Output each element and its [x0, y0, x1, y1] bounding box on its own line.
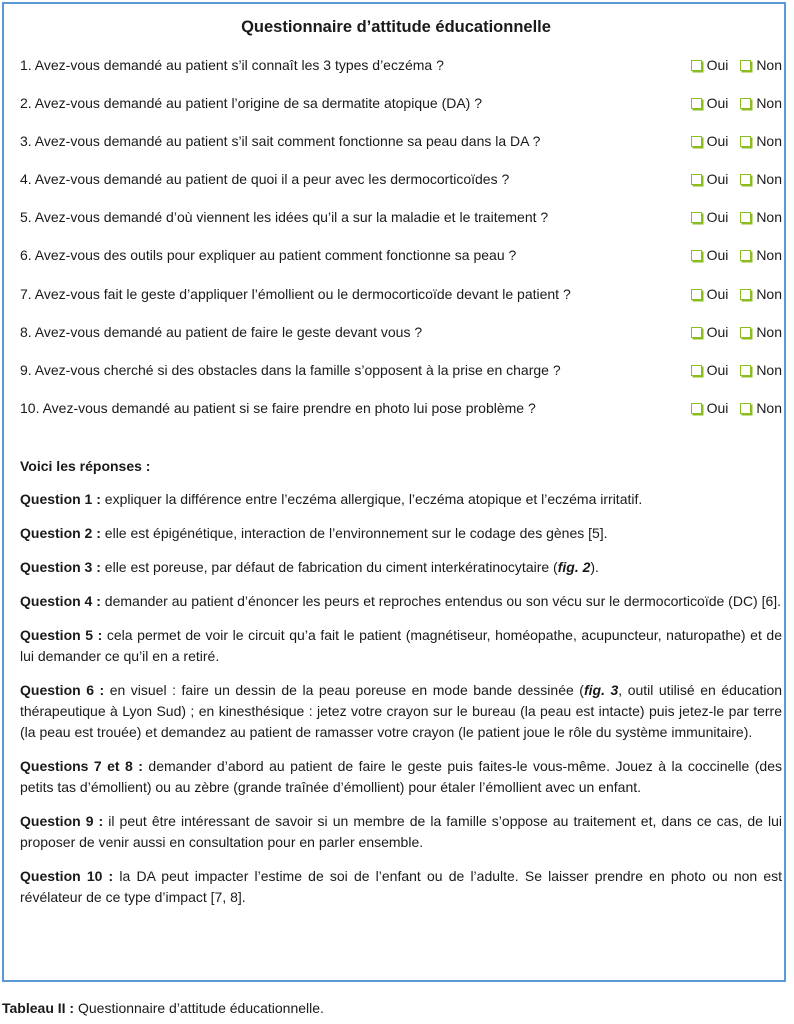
answer-text: elle est épigénétique, interaction de l’environnement sur le codage des gènes [5].	[104, 525, 608, 541]
question-text: 7. Avez-vous fait le geste d’appliquer l’émollient ou le dermocorticoïde devant le patient ?	[20, 286, 571, 302]
answer-paragraph	[20, 756, 782, 798]
answer-label: Question 1 :	[20, 491, 101, 507]
figure-reference: fig. 2	[557, 559, 591, 575]
oui-checkbox[interactable]: Oui	[691, 54, 729, 76]
checkbox-icon	[740, 212, 751, 223]
checkbox-icon	[691, 365, 702, 376]
checkbox-icon	[691, 327, 702, 338]
checkbox-icon	[740, 289, 751, 300]
non-checkbox[interactable]: Non	[740, 359, 782, 381]
table-caption	[2, 998, 324, 1018]
oui-checkbox[interactable]: Oui	[691, 321, 729, 343]
answer-text: expliquer la différence entre l’eczéma allergique, l’eczéma atopique et l’eczéma irritatif.	[104, 491, 643, 507]
questionnaire-title: Questionnaire d’attitude éducationnelle	[241, 18, 551, 36]
answer-text: ).	[590, 559, 599, 575]
answer-paragraph	[20, 489, 782, 510]
answer-text: cela permet de voir le circuit qu’a fait le patient (magnétiseur, homéopathe, acupuncteur, naturopathe) et de lui demander ce qu’il en a retiré.	[20, 627, 782, 664]
answer-text: en visuel : faire un dessin de la peau poreuse en mode bande dessinée (	[109, 682, 584, 698]
question-row	[20, 92, 782, 114]
caption-text: Questionnaire d’attitude éducationnelle.	[77, 1000, 324, 1016]
question-row	[20, 54, 782, 76]
question-row	[20, 397, 782, 419]
checkbox-icon	[740, 98, 751, 109]
checkbox-icon	[740, 60, 751, 71]
answer-label: Question 6 :	[20, 682, 105, 698]
answer-label: Question 5 :	[20, 627, 103, 643]
answer-options	[683, 92, 782, 114]
checkbox-icon	[740, 250, 751, 261]
answers-heading: Voici les réponses :	[20, 458, 151, 474]
answer-paragraph	[20, 625, 782, 667]
question-row	[20, 168, 782, 190]
non-checkbox[interactable]: Non	[740, 130, 782, 152]
questionnaire-frame	[2, 2, 786, 982]
answer-label: Questions 7 et 8 :	[20, 758, 143, 774]
oui-checkbox[interactable]: Oui	[691, 283, 729, 305]
answer-options	[683, 168, 782, 190]
non-checkbox[interactable]: Non	[740, 397, 782, 419]
answer-paragraph	[20, 811, 782, 853]
oui-checkbox[interactable]: Oui	[691, 206, 729, 228]
answer-options	[683, 397, 782, 419]
non-checkbox[interactable]: Non	[740, 92, 782, 114]
question-text: 9. Avez-vous cherché si des obstacles dans la famille s’opposent à la prise en charge ?	[20, 362, 561, 378]
figure-reference: fig. 3	[583, 682, 619, 698]
answer-label: Question 3 :	[20, 559, 101, 575]
oui-checkbox[interactable]: Oui	[691, 359, 729, 381]
oui-checkbox[interactable]: Oui	[691, 397, 729, 419]
non-checkbox[interactable]: Non	[740, 54, 782, 76]
question-row	[20, 359, 782, 381]
answer-options	[683, 130, 782, 152]
answers-section	[20, 456, 782, 921]
checkbox-icon	[740, 136, 751, 147]
non-checkbox[interactable]: Non	[740, 283, 782, 305]
checkbox-icon	[691, 60, 702, 71]
checkbox-icon	[740, 327, 751, 338]
question-text: 2. Avez-vous demandé au patient l’origine de sa dermatite atopique (DA) ?	[20, 95, 483, 111]
answer-options	[683, 283, 782, 305]
answer-text: elle est poreuse, par défaut de fabrication du ciment interkératinocytaire (	[104, 559, 558, 575]
question-row	[20, 130, 782, 152]
answer-label: Question 10 :	[20, 868, 114, 884]
answer-options	[683, 321, 782, 343]
oui-checkbox[interactable]: Oui	[691, 130, 729, 152]
question-text: 10. Avez-vous demandé au patient si se faire prendre en photo lui pose problème ?	[20, 400, 536, 416]
checkbox-icon	[691, 403, 702, 414]
checkbox-icon	[691, 250, 702, 261]
answer-options	[683, 54, 782, 76]
oui-checkbox[interactable]: Oui	[691, 168, 729, 190]
checkbox-icon	[740, 365, 751, 376]
answer-options	[683, 244, 782, 266]
non-checkbox[interactable]: Non	[740, 206, 782, 228]
question-row	[20, 206, 782, 228]
checkbox-icon	[691, 136, 702, 147]
answer-text: la DA peut impacter l’estime de soi de l’enfant ou de l’adulte. Se laisser prendre en photo ou non est révélateur de ce type d’impact [7, 8].	[20, 868, 783, 905]
checkbox-icon	[691, 98, 702, 109]
checkbox-icon	[740, 174, 751, 185]
question-text: 1. Avez-vous demandé au patient s’il connaît les 3 types d’eczéma ?	[20, 57, 444, 73]
answer-paragraph	[20, 866, 782, 908]
answer-paragraph	[20, 680, 782, 743]
question-row	[20, 321, 782, 343]
answer-text: , outil utilisé en éducation thérapeutique à Lyon Sud) ; en kinesthésique : jetez votre crayon sur le bureau (la peau est intacte) puis jetez-le par terre (la peau est trouée) et demandez au patient de ramasser votre crayon (le patient joue le rôle du système immunitaire).	[20, 682, 783, 740]
question-row	[20, 283, 782, 305]
non-checkbox[interactable]: Non	[740, 168, 782, 190]
oui-checkbox[interactable]: Oui	[691, 92, 729, 114]
question-row	[20, 244, 782, 266]
oui-checkbox[interactable]: Oui	[691, 244, 729, 266]
answer-options	[683, 206, 782, 228]
question-text: 8. Avez-vous demandé au patient de faire le geste devant vous ?	[20, 324, 423, 340]
answer-options	[683, 359, 782, 381]
answer-paragraph	[20, 591, 782, 612]
question-text: 3. Avez-vous demandé au patient s’il sait comment fonctionne sa peau dans la DA ?	[20, 133, 541, 149]
non-checkbox[interactable]: Non	[740, 321, 782, 343]
non-checkbox[interactable]: Non	[740, 244, 782, 266]
answer-text: demander d’abord au patient de faire le geste puis faites-le vous-même. Jouez à la coccinelle (des petits tas d’émollient) ou au zèbre (grande traînée d’émollient) pour étaler l’émollient avec un enfant.	[20, 758, 783, 795]
answer-label: Question 4 :	[20, 593, 101, 609]
caption-label: Tableau II :	[2, 1000, 75, 1016]
question-text: 5. Avez-vous demandé d’où viennent les idées qu’il a sur la maladie et le traitement ?	[20, 209, 549, 225]
checkbox-icon	[691, 289, 702, 300]
answer-paragraph	[20, 557, 782, 578]
answer-paragraph	[20, 523, 782, 544]
answer-text: il peut être intéressant de savoir si un membre de la famille s’oppose au traitement et, dans ce cas, de lui proposer de venir aussi en consultation pour en parler ensemble.	[20, 813, 783, 850]
answer-text: demander au patient d’énoncer les peurs et reproches entendus ou son vécu sur le dermocorticoïde (DC) [6].	[104, 593, 782, 609]
checkbox-icon	[691, 174, 702, 185]
answer-label: Question 2 :	[20, 525, 101, 541]
checkbox-icon	[740, 403, 751, 414]
checkbox-icon	[691, 212, 702, 223]
question-text: 6. Avez-vous des outils pour expliquer au patient comment fonctionne sa peau ?	[20, 247, 517, 263]
answer-label: Question 9 :	[20, 813, 104, 829]
question-text: 4. Avez-vous demandé au patient de quoi il a peur avec les dermocorticoïdes ?	[20, 171, 510, 187]
